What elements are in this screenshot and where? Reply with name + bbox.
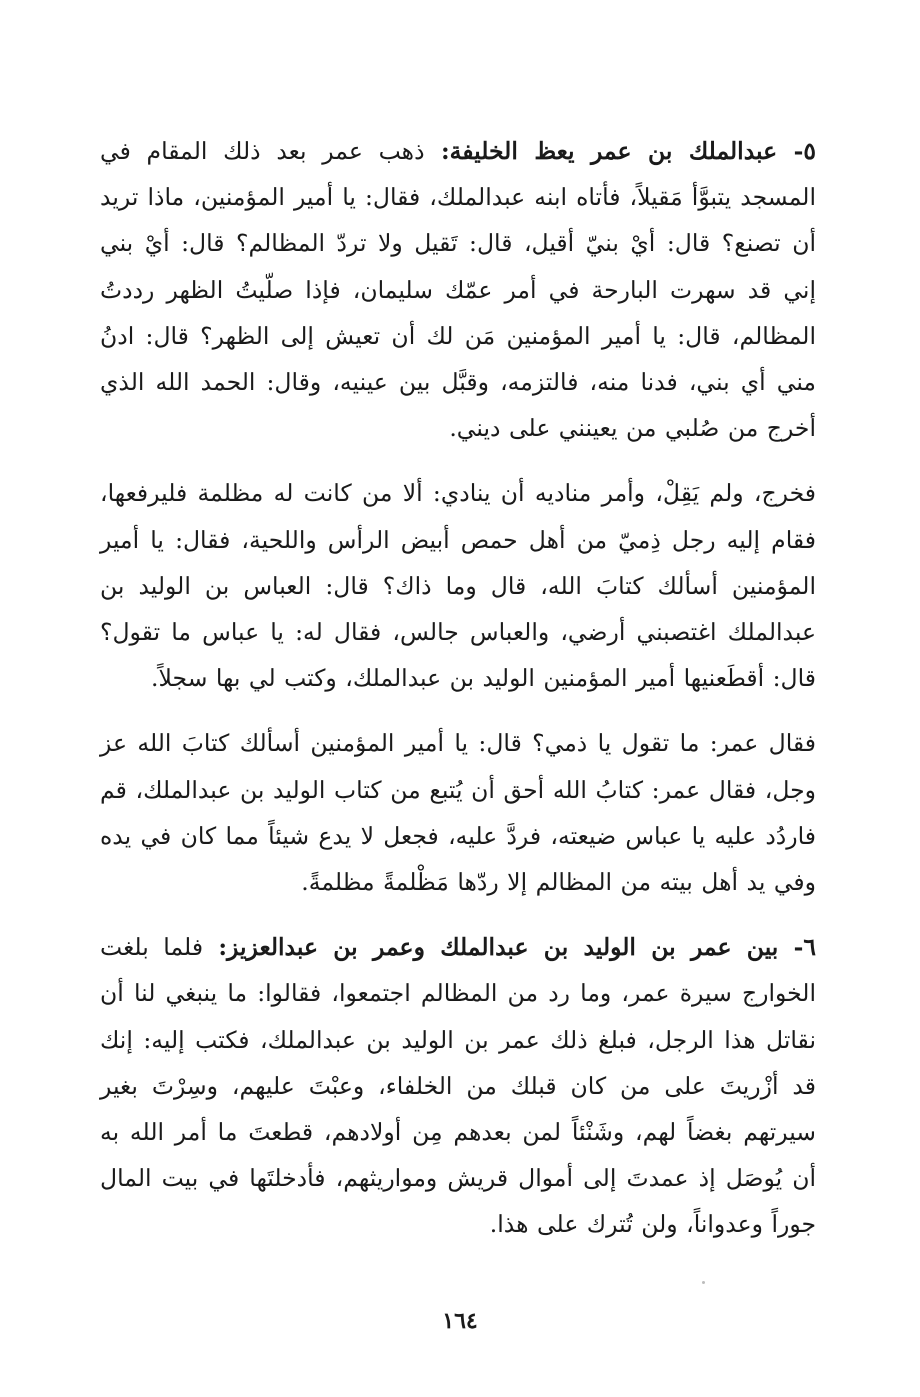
scan-speck bbox=[702, 1281, 705, 1284]
page-number: ١٦٤ bbox=[442, 1308, 478, 1334]
paragraph-text: ذهب عمر بعد ذلك المقام في المسجد يتبوَّأ مَقيلاً، فأتاه ابنه عبدالملك، فقال: يا أمير المؤمنين، ماذا تريد أن تصنع؟ قال: أيْ بنيّ أقيل، قال: تَقيل ولا تردّ المظالم؟ قال: أيْ بني إني قد سهرت البارحة في أمر عمّك سليمان، فإذا صلّيتُ الظهر رددتُ المظالم، قال: يا أمير المؤمنين مَن لك أن تعيش إلى الظهر؟ قال: ادنُ مني أي بني، فدنا منه، فالتزمه، وقبَّل بين عينيه، وقال: الحمد الله الذي أخرج من صُلبي من يعينني على ديني. bbox=[100, 137, 816, 443]
section-heading-5: ٥- عبدالملك بن عمر يعظ الخليفة: bbox=[424, 137, 816, 165]
paragraph-dhimmi-complaint bbox=[100, 470, 816, 701]
paragraph-section-5 bbox=[100, 128, 816, 451]
section-heading-6: ٦- بين عمر بن الوليد بن عبدالملك وعمر بن عبدالعزيز: bbox=[203, 933, 816, 962]
paragraph-section-6 bbox=[100, 924, 816, 1247]
paragraph-text: فلما بلغت الخوارج سيرة عمر، وما رد من المظالم اجتمعوا، فقالوا: ما ينبغي لنا أن نقاتل هذا الرجل، فبلغ ذلك عمر بن الوليد بن عبدالملك، فكتب إليه: إنك قد أزْريتَ على من كان قبلك من الخلفاء، وعبْتَ عليهم، وسِرْتَ بغير سيرتهم بغضاً لهم، وشَنْئاً لمن بعدهم مِن أولادهم، قطعتَ ما أمر الله به أن يُوصَل إذ عمدتَ إلى أموال قريش ومواريثهم، فأدخلتَها في بيت المال جوراً وعدواناً، ولن تُترك على هذا. bbox=[100, 933, 816, 1239]
paragraph-text: فخرج، ولم يَقِلْ، وأمر مناديه أن ينادي: ألا من كانت له مظلمة فليرفعها، فقام إليه رجل ذِميّ من أهل حمص أبيض الرأس واللحية، فقال: يا أمير المؤمنين أسألك كتابَ الله، قال وما ذاك؟ قال: العباس بن الوليد بن عبدالملك اغتصبني أرضي، والعباس جالس، فقال له: يا عباس ما تقول؟ قال: أقطَعنيها أمير المؤمنين الوليد بن عبدالملك، وكتب لي بها سجلاً. bbox=[100, 479, 816, 693]
paragraph-umar-ruling bbox=[100, 720, 816, 905]
paragraph-text: فقال عمر: ما تقول يا ذمي؟ قال: يا أمير المؤمنين أسألك كتابَ الله عز وجل، فقال عمر: كتابُ الله أحق أن يُتبع من كتاب الوليد بن عبدالملك، قم فاردُد عليه يا عباس ضيعته، فردَّ عليه، فجعل لا يدع شيئاً مما كان في يده وفي يد أهل بيته من المظالم إلا ردّها مَظْلمةً مظلمةً. bbox=[100, 729, 816, 897]
page-body bbox=[100, 128, 816, 1248]
